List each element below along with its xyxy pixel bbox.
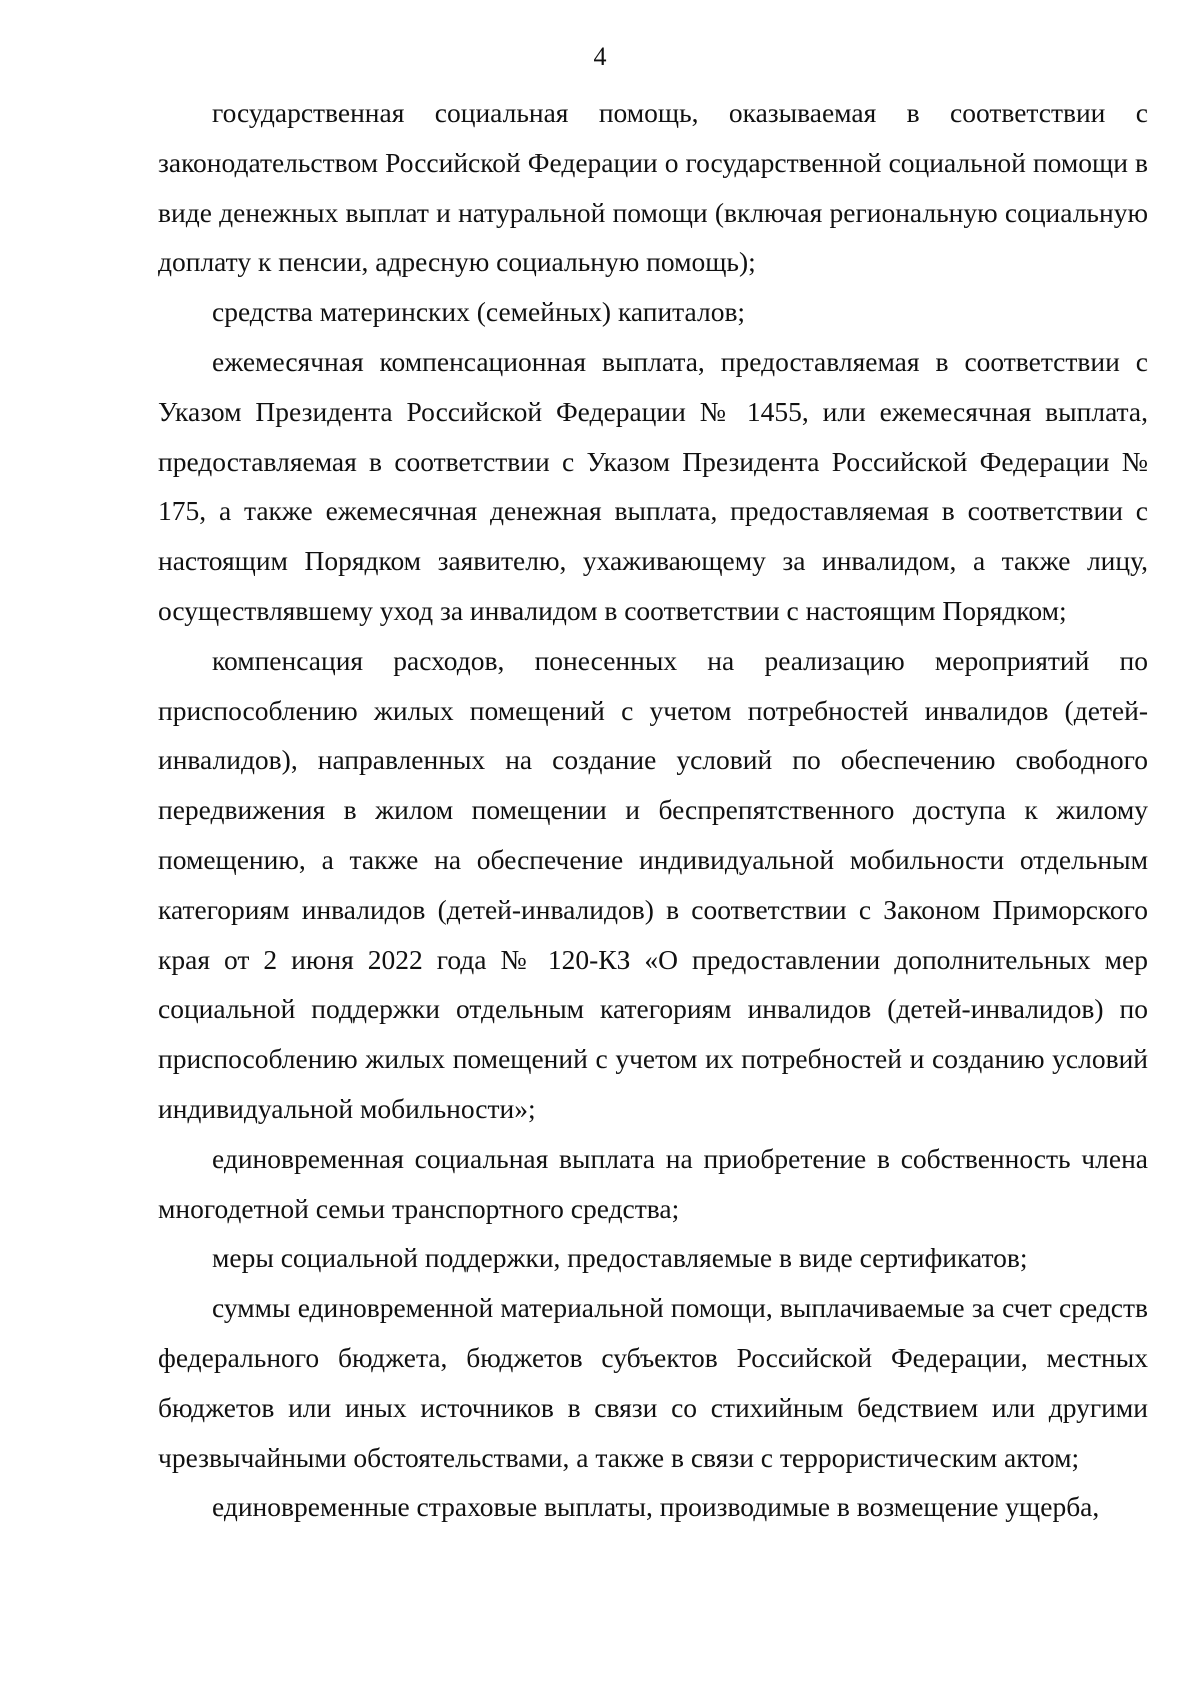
paragraph-certificates: меры социальной поддержки, предоставляемые в виде сертификатов;: [212, 1242, 1028, 1274]
document-body: [158, 88, 1148, 1532]
paragraph-housing-adaptation: компенсация расходов, понесенных на реализацию мероприятий по приспособлению жилых помещений с учетом потребностей инвалидов (детей-инвалидов), направленных на создание условий по обеспечению свободного передвижения в жилом помещении и беспрепятственного доступа к жилому помещению, а также на обеспечение индивидуальной мобильности отдельным категориям инвалидов (детей-инвалидов) в соответствии с Законом Приморского края от 2 июня 2022 года № 120-КЗ «О предоставлении дополнительных мер социальной поддержки отдельным категориям инвалидов (детей-инвалидов) по приспособлению жилых помещений с учетом их потребностей и созданию условий индивидуальной мобильности»;: [158, 644, 1148, 1124]
paragraph-maternity-capital: средства материнских (семейных) капиталов;: [212, 296, 746, 328]
paragraph-insurance-payments: единовременные страховые выплаты, производимые в возмещение ущерба,: [212, 1491, 1100, 1523]
paragraph-state-social-assistance: государственная социальная помощь, оказываемая в соответствии с законодательством Российской Федерации о государственной социальной помощи в виде денежных выплат и натуральной помощи (включая региональную социальную доплату к пенсии, адресную социальную помощь);: [158, 97, 1148, 278]
paragraph-compensation-payment: ежемесячная компенсационная выплата, предоставляемая в соответствии с Указом Президента Российской Федерации № 1455, или ежемесячная выплата, предоставляемая в соответствии с Указом Президента Российской Федерации № 175, а также ежемесячная денежная выплата, предоставляемая в соответствии с настоящим Порядком заявителю, ухаживающему за инвалидом, а также лицу, осуществлявшему уход за инвалидом в соответствии с настоящим Порядком;: [158, 345, 1148, 626]
paragraph-emergency-aid: суммы единовременной материальной помощи, выплачиваемые за счет средств федерального бюджета, бюджетов субъектов Российской Федерации, местных бюджетов или иных источников в связи со стихийным бедствием или другими чрезвычайными обстоятельствами, а также в связи с террористическим актом;: [158, 1292, 1148, 1473]
paragraph-vehicle-payment: единовременная социальная выплата на приобретение в собственность члена многодетной семьи транспортного средства;: [158, 1142, 1148, 1224]
page-number: 4: [593, 42, 607, 71]
